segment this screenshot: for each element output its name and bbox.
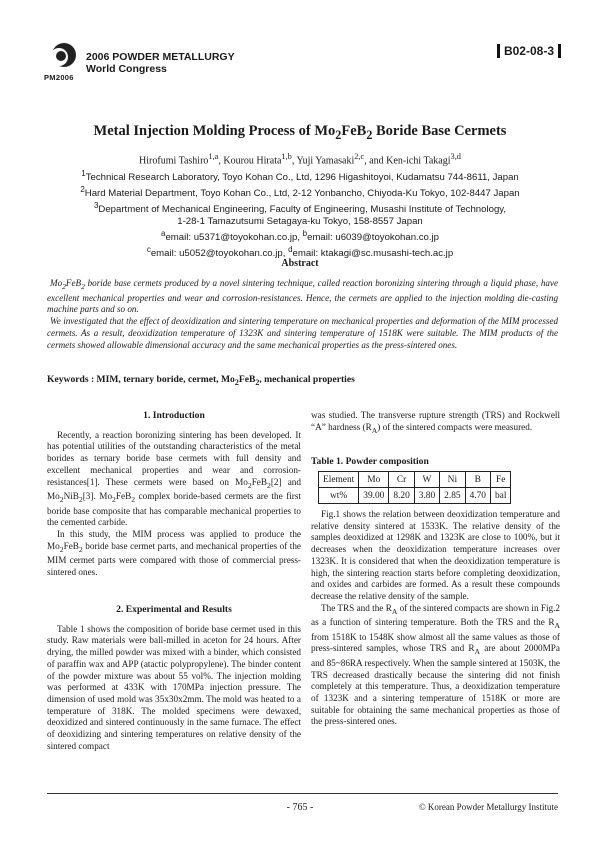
table-cell: 3.80: [414, 488, 439, 504]
intro-paragraph-1: Recently, a reaction boronizing sintering has been developed. It has potential utilities of the outstanding characteristics of the metal borides as ternary boride base cermets with full density and excellent mechanical properties and wear and corrosion-resistances[1]. These cermets were based on $Mo_2FeB_2[2]$ and $Mo_2NiB_2[3]$. $Mo_2FeB_2$ complex boride-based cermets are the first boride base composite that has comparable mechanical properties to the cemented carbide.: [47, 429, 301, 528]
affiliation-line: $^3$Department of Mechanical Engineering, Faculty of Engineering, Musashi Institute of Technology,: [93, 200, 507, 216]
intro-heading: 1. Introduction: [143, 410, 205, 421]
code-bar-right: [558, 44, 561, 58]
table-cell: 4.70: [465, 488, 490, 504]
table-cell: bal: [490, 488, 510, 504]
table-header-cell: W: [414, 472, 439, 488]
table-cell: wt%: [319, 488, 359, 504]
table-row: [319, 488, 511, 504]
table-header-cell: Ni: [440, 472, 465, 488]
affiliations: [0, 168, 600, 260]
pm2006-logo: [44, 41, 78, 77]
table-cell: 39.00: [359, 488, 389, 504]
table-header-cell: Fe: [490, 472, 510, 488]
paper-code: [497, 44, 561, 58]
table-header-cell: B: [465, 472, 490, 488]
intro-paragraph-2: In this study, the MIM process was applied to produce the $Mo_2FeB_2$ boride base cermet parts, and mechanical properties of the MIM cermet parts were compared with those of commercial press-sintered ones.: [47, 528, 301, 577]
right-column-results: [311, 509, 560, 728]
logo-text: PM2006: [44, 73, 74, 82]
abstract-heading: Abstract: [281, 258, 319, 269]
affiliation-line: $^c$email: u5052@toyokohan.co.jp, $^d$email: ktakagi@sc.musashi-tech.ac.jp: [146, 244, 454, 259]
table-header-cell: Element: [319, 472, 359, 488]
conference-line-1: 2006 POWDER METALLURGY: [86, 51, 235, 63]
affiliation-line: $^a$email: u5371@toyokohan.co.jp, $^b$email: u6039@toyokohan.co.jp: [160, 228, 439, 243]
left-column-intro: [47, 410, 301, 579]
conference-name: [86, 51, 235, 75]
abstract-paragraph: $Mo_2FeB_2$ boride base cermets produced by a novel sintering technique, called reaction boronizing sintering through a liquid phase, have excellent mechanical properties and wear and corrosion-resistances. Hence, the cermets are applied to the injection molding die-casting machine parts and so on.: [47, 278, 558, 315]
affiliation-line: $^1$Technical Research Laboratory, Toyo Kohan Co., Ltd, 1296 Higashitoyoi, Kudamatsu 744-8611, Japan: [81, 169, 519, 184]
table-header-cell: Mo: [359, 472, 389, 488]
table-header-row: [319, 472, 511, 488]
table-caption: Table 1. Powder composition: [311, 456, 429, 467]
affiliation-line: $^2$Hard Material Department, Toyo Kohan Co., Ltd, 2-12 Yonbancho, Chiyoda-Ku Tokyo, 102-8447 Japan: [80, 184, 520, 200]
authors: Hirofumi Tashiro$^{1,a}$, Kourou Hirata$^{1,b}$, Yuji Yamasaki$^{2,c}$, and Ken-ichi Takagi$^{3,d}$: [139, 152, 461, 167]
table-cell: 8.20: [389, 488, 414, 504]
results-paragraph-1: Fig.1 shows the relation between deoxidization temperature and relative density sintered at 1533K. The relative density of the samples deoxidized at 1298K and 1323K are close to 100%, but it decreases when the deoxidization temperature increases over 1323K. It is considered that when the deoxidization temperature is high, the sintering reaction starts before completing deoxidization, and oxides and carbides are formed. As a result these compounds decrease the relative density of the sample.: [311, 509, 560, 601]
conference-line-2: World Congress: [86, 63, 167, 75]
footer-divider: [47, 793, 558, 794]
right-column-top: [311, 410, 560, 436]
right-top-paragraph: was studied. The transverse rupture strength (TRS) and Rockwell “A” hardness $(R_A)$ of the sintered compacts were measured.: [311, 410, 560, 435]
experimental-heading: 2. Experimental and Results: [116, 604, 232, 615]
page-number: - 765 -: [286, 802, 314, 813]
paper-code-text: B02-08-3: [503, 44, 554, 58]
abstract-paragraph: We investigated that the effect of deoxidization and sintering temperature on mechanical properties and deformation of the MIM processed cermets. As a result, deoxidization temperature of 1323K and sintering temperature of 1518K were suitable. The MIM products of the cermets showed allowable dimensional accuracy and the same mechanical properties as the press-sintered ones.: [47, 316, 558, 350]
left-column-experimental: [47, 604, 301, 752]
code-bar-left: [497, 44, 500, 58]
copyright: © Korean Powder Metallurgy Institute: [418, 802, 558, 812]
keywords: Keywords : MIM, ternary boride, cermet, $Mo_2FeB_2$, mechanical properties: [47, 374, 355, 387]
affiliation-line: 1-28-1 Tamazutsumi Setagaya-ku Tokyo, 158-8557 Japan: [177, 215, 423, 227]
results-paragraph-2: The TRS and the $R_A$ of the sintered compacts are shown in Fig.2 as a function of sintering temperature. Both the TRS and the $R_A$ from 1518K to 1548K show almost all the same values as those of press-sintered samples, whose TRS and $R_A$ are about 2000MPa and 85~86RA respectively. When the sample sintered at 1503K, the TRS decreased drastically because the sintering did not finish completely at this temperature. Thus, a deoxidization temperature of 1323K and a sintering temperature of 1518K or more are suitable for obtaining the same mechanical properties as those of the press-sintered ones.: [311, 602, 560, 727]
composition-table: [318, 471, 511, 504]
table-header-cell: Cr: [389, 472, 414, 488]
table-cell: 2.85: [440, 488, 465, 504]
abstract-body: [47, 278, 558, 352]
paper-title: Metal Injection Molding Process of $Mo_2FeB_2$ Boride Base Cermets: [93, 123, 507, 142]
experimental-paragraph-1: Table 1 shows the composition of boride base cermet used in this study. Raw materials were ball-milled in aceton for 24 hours. After drying, the milled powder was mixed with a binder, which consisted of paraffin wax and APP (atactic polypropylene). The binder content of the powder mixture was about 55 vol%. The injection molding was performed at 433K with 170MPa injection pressure. The dimension of used mold was 35x30x2mm. The mold was heated to a temperature of 318K. The molded specimens were dewaxed, deoxidized and sintered continuously in the same furnace. The effect of deoxidizing and sintering temperatures on relative density of the sintered compact: [47, 623, 301, 751]
